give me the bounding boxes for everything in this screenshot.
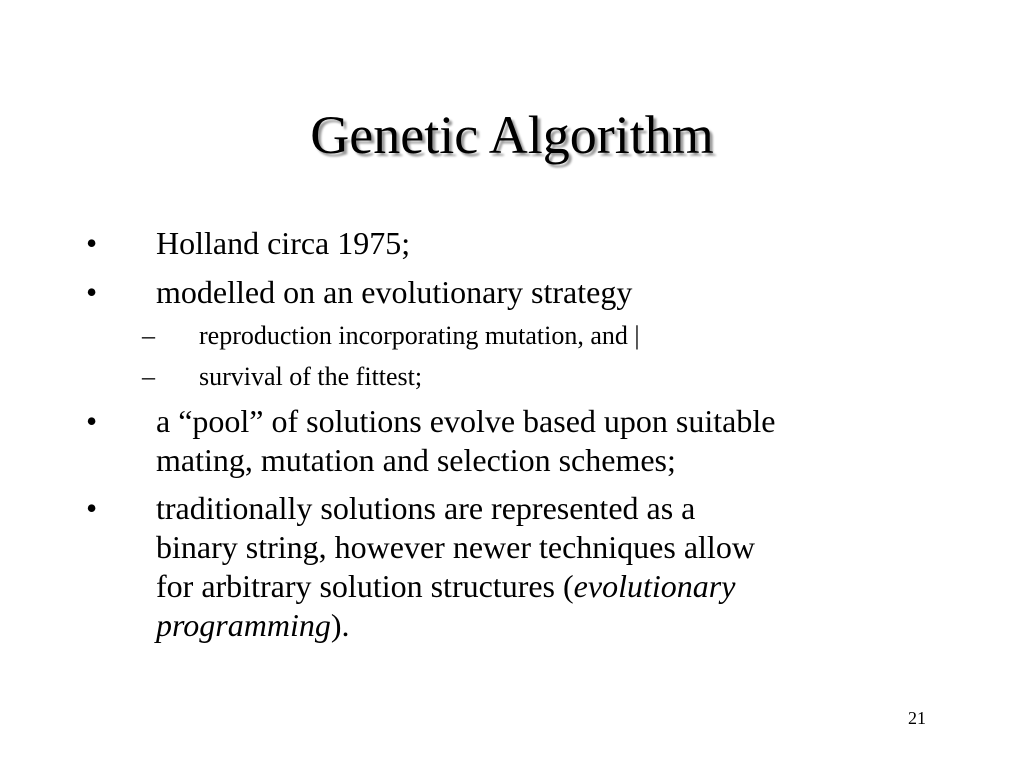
bullet-line (156, 567, 956, 606)
bullet-line-text: for arbitrary solution structures ( (156, 568, 574, 604)
bullet-line: traditionally solutions are represented as a (156, 490, 696, 526)
bullet-line: a “pool” of solutions evolve based upon suitable (156, 403, 776, 439)
sub-bullet-marker: – (142, 362, 155, 391)
sub-bullet-item (142, 361, 842, 393)
slide-title: Genetic Algorithm (310, 105, 714, 165)
bullet-item (86, 489, 956, 645)
page-number: 21 (908, 708, 926, 728)
sub-bullet-text: survival of the fittest; (199, 362, 423, 391)
emphasis-text: evolutionary (573, 568, 736, 604)
bullet-text: modelled on an evolutionary strategy (156, 274, 633, 310)
bullet-text: Holland circa 1975; (156, 225, 411, 261)
bullet-text-block (156, 402, 956, 480)
bullet-line (156, 606, 956, 645)
bullet-marker: • (86, 274, 98, 310)
sub-bullet-marker: – (142, 321, 155, 350)
bullet-text-block (156, 489, 956, 645)
bullet-marker: • (86, 403, 98, 439)
bullet-line: mating, mutation and selection schemes; (156, 442, 676, 478)
bullet-line-end: ). (330, 607, 350, 643)
bullet-item (86, 402, 956, 480)
sub-bullet-item (142, 320, 842, 352)
emphasis-text: programming (156, 607, 331, 643)
sub-bullet-text: reproduction incorporating mutation, and | (199, 321, 640, 350)
bullet-marker: • (86, 490, 98, 526)
bullet-line: binary string, however newer techniques allow (156, 529, 755, 565)
bullet-marker: • (86, 225, 98, 261)
bullet-item (86, 273, 956, 312)
bullet-item (86, 224, 956, 263)
